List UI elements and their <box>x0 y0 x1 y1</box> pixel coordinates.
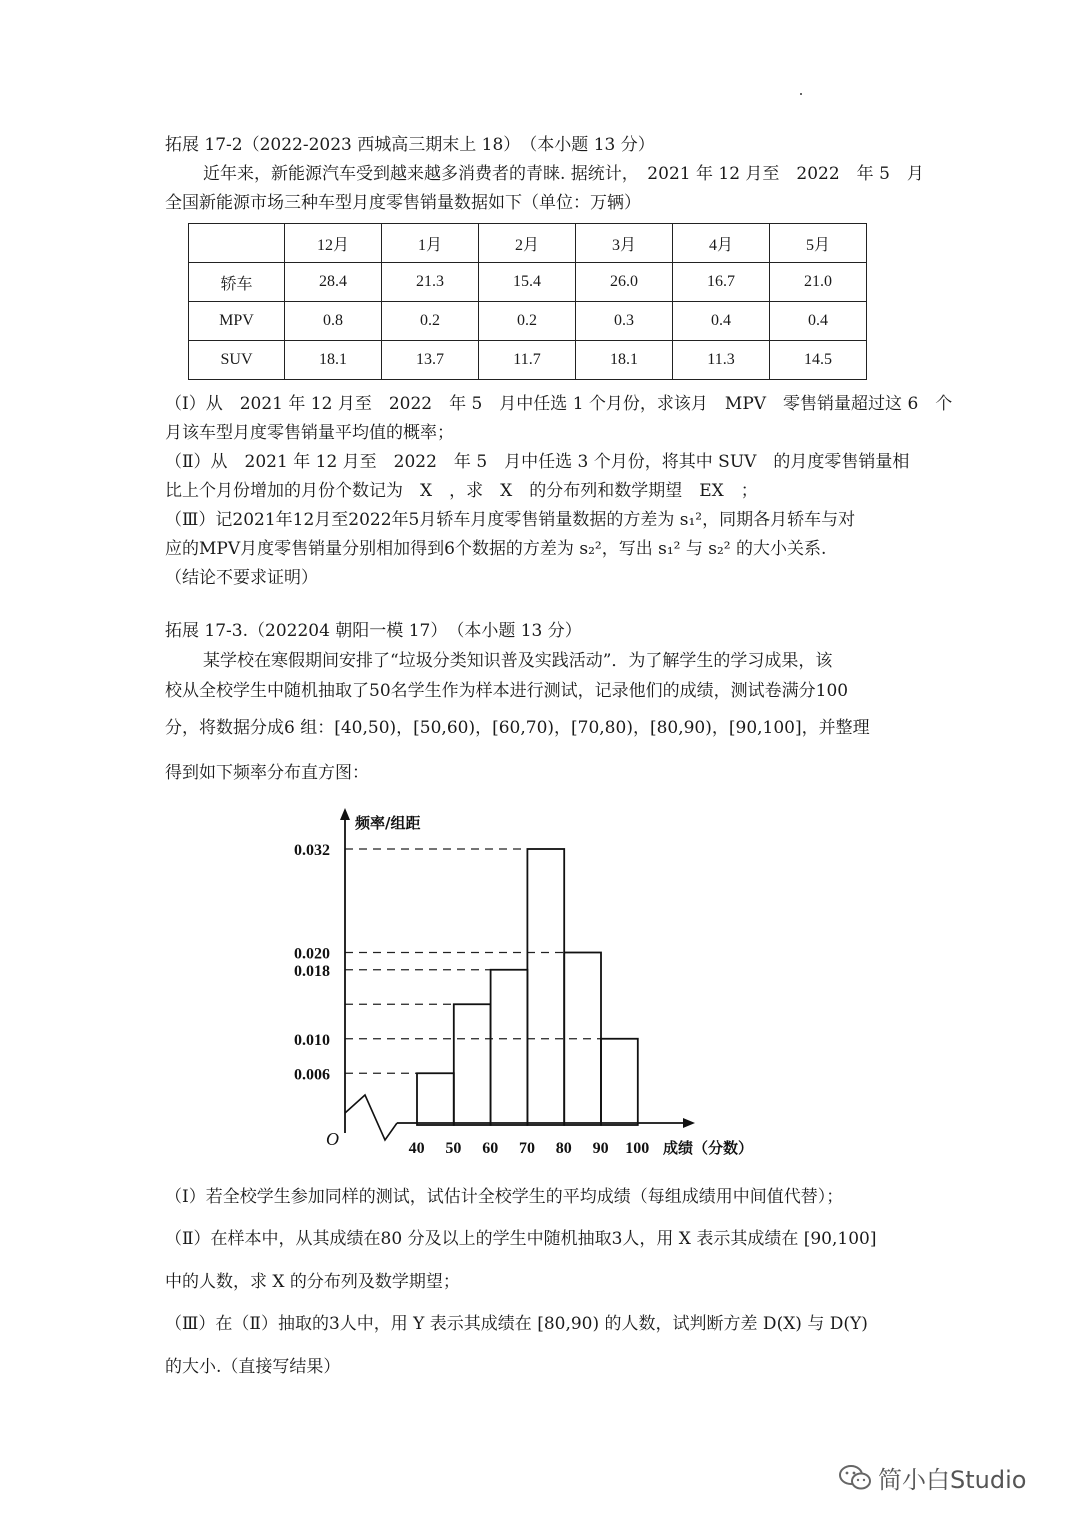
table-header-row <box>189 224 867 263</box>
problem2-q1: （Ⅰ）若全校学生参加同样的测试，试估计全校学生的平均成绩（每组成绩用中间值代替）； <box>165 1187 844 1207</box>
table-cell: 0.3 <box>576 302 673 341</box>
y-tick-label: 0.032 <box>294 842 330 859</box>
histogram-bar <box>527 849 564 1125</box>
problem1-intro-line1: 近年来，新能源汽车受到越来越多消费者的青睐. 据统计， 2021 年 12 月至 2022 年 5 月 <box>203 164 924 184</box>
problem1-q3-line1: （Ⅲ）记2021年12月至2022年5月轿车月度零售销量数据的方差为 s₁²，同期各月轿车与对 <box>165 510 856 530</box>
x-tick-label: 100 <box>625 1140 650 1157</box>
frequency-histogram <box>280 800 800 1165</box>
table-cell: 21.0 <box>770 263 867 302</box>
row-label: SUV <box>189 341 285 380</box>
table-header-cell: 4月 <box>673 224 770 263</box>
table-header-cell: 3月 <box>576 224 673 263</box>
table-cell: 18.1 <box>576 341 673 380</box>
x-tick-label: 60 <box>482 1140 499 1157</box>
histogram-bar <box>491 970 528 1125</box>
problem2-header: 拓展 17-3.（202204 朝阳一模 17） （本小题 13 分） <box>165 621 582 641</box>
problem1-q2-line1: （Ⅱ）从 2021 年 12 月至 2022 年 5 月中任选 3 个月份，将其中 SUV 的月度零售销量相 <box>165 452 910 472</box>
problem1-intro-line2: 全国新能源市场三种车型月度零售销量数据如下（单位：万辆） <box>165 193 641 213</box>
table-row <box>189 302 867 341</box>
table-cell: 28.4 <box>285 263 382 302</box>
histogram-bar <box>601 1039 638 1125</box>
x-tick-label: 50 <box>445 1140 462 1157</box>
y-axis-label: 频率/组距 <box>355 814 421 832</box>
table-cell: 11.3 <box>673 341 770 380</box>
x-axis-arrow <box>683 1118 695 1128</box>
problem1-header: 拓展 17-2（2022-2023 西城高三期末上 18） （本小题 13 分） <box>165 135 655 155</box>
histogram-bar <box>454 1004 491 1125</box>
problem2-q2-line1: （Ⅱ）在样本中，从其成绩在80 分及以上的学生中随机抽取3人，用 X 表示其成绩在 [90,100] <box>165 1229 877 1249</box>
table-header-cell: 2月 <box>479 224 576 263</box>
problem2-q2-line2: 中的人数，求 X 的分布列及数学期望； <box>165 1272 460 1292</box>
table-row <box>189 263 867 302</box>
table-cell: 11.7 <box>479 341 576 380</box>
y-tick-label: 0.006 <box>294 1066 330 1084</box>
table-cell: 0.8 <box>285 302 382 341</box>
table-row <box>189 341 867 380</box>
watermark-text: 简小白Studio <box>878 1466 1027 1494</box>
problem2-q3-line2: 的大小.（直接写结果） <box>165 1357 341 1377</box>
table-cell: 14.5 <box>770 341 867 380</box>
x-tick-label: 90 <box>592 1140 609 1157</box>
x-tick-label: 40 <box>408 1140 425 1157</box>
table-header-cell: 5月 <box>770 224 867 263</box>
histogram-bar <box>417 1073 454 1125</box>
table-cell: 0.2 <box>479 302 576 341</box>
table-cell: 0.4 <box>770 302 867 341</box>
table-header-cell: 12月 <box>285 224 382 263</box>
problem2-intro-line1: 某学校在寒假期间安排了“垃圾分类知识普及实践活动”．为了解学生的学习成果，该 <box>203 651 833 671</box>
table-cell: 26.0 <box>576 263 673 302</box>
problem1-q3-line3: （结论不要求证明） <box>165 568 318 588</box>
table-cell: 15.4 <box>479 263 576 302</box>
table-corner-cell <box>189 224 285 263</box>
table-cell: 16.7 <box>673 263 770 302</box>
x-tick-label: 70 <box>519 1140 535 1157</box>
sales-table <box>188 223 867 380</box>
axis-break <box>345 1095 397 1140</box>
x-tick-label: 80 <box>555 1140 572 1157</box>
table-cell: 13.7 <box>382 341 479 380</box>
problem2-q3-line1: （Ⅲ）在（Ⅱ）抽取的3人中，用 Y 表示其成绩在 [80,90) 的人数，试判断方差 D(X) 与 D(Y) <box>165 1314 868 1334</box>
problem1-q1-line1: （Ⅰ）从 2021 年 12 月至 2022 年 5 月中任选 1 个月份，求该月 MPV 零售销量超过这 6 个 <box>165 394 953 414</box>
y-tick-label: 0.010 <box>294 1031 330 1049</box>
scan-speck <box>800 93 802 95</box>
problem2-intro-line3: 分，将数据分成6 组：[40,50)，[50,60)，[60,70)，[70,80)，[80,90)，[90,100]，并整理 <box>165 718 870 738</box>
table-cell: 0.2 <box>382 302 479 341</box>
table-header-cell: 1月 <box>382 224 479 263</box>
row-label: 轿车 <box>189 263 285 302</box>
x-axis-label: 成绩（分数） <box>663 1139 754 1157</box>
problem2-intro-line4: 得到如下频率分布直方图： <box>165 763 369 783</box>
wechat-icon <box>838 1464 872 1492</box>
origin-label: O <box>326 1129 339 1149</box>
problem1-q2-line2: 比上个月份增加的月份个数记为 X ，求 X 的分布列和数学期望 EX ； <box>165 481 758 501</box>
table-cell: 18.1 <box>285 341 382 380</box>
table-cell: 21.3 <box>382 263 479 302</box>
y-tick-label: 0.018 <box>294 962 330 980</box>
watermark <box>838 1460 1026 1495</box>
row-label: MPV <box>189 302 285 341</box>
table-cell: 0.4 <box>673 302 770 341</box>
y-axis-arrow <box>340 808 350 820</box>
problem2-intro-line2: 校从全校学生中随机抽取了50名学生作为样本进行测试，记录他们的成绩，测试卷满分100 <box>165 681 849 701</box>
problem1-q3-line2: 应的MPV月度零售销量分别相加得到6个数据的方差为 s₂²，写出 s₁² 与 s₂² 的大小关系. <box>165 539 827 559</box>
problem1-q1-line2: 月该车型月度零售销量平均值的概率； <box>165 423 454 443</box>
y-tick-label: 0.020 <box>294 945 330 963</box>
